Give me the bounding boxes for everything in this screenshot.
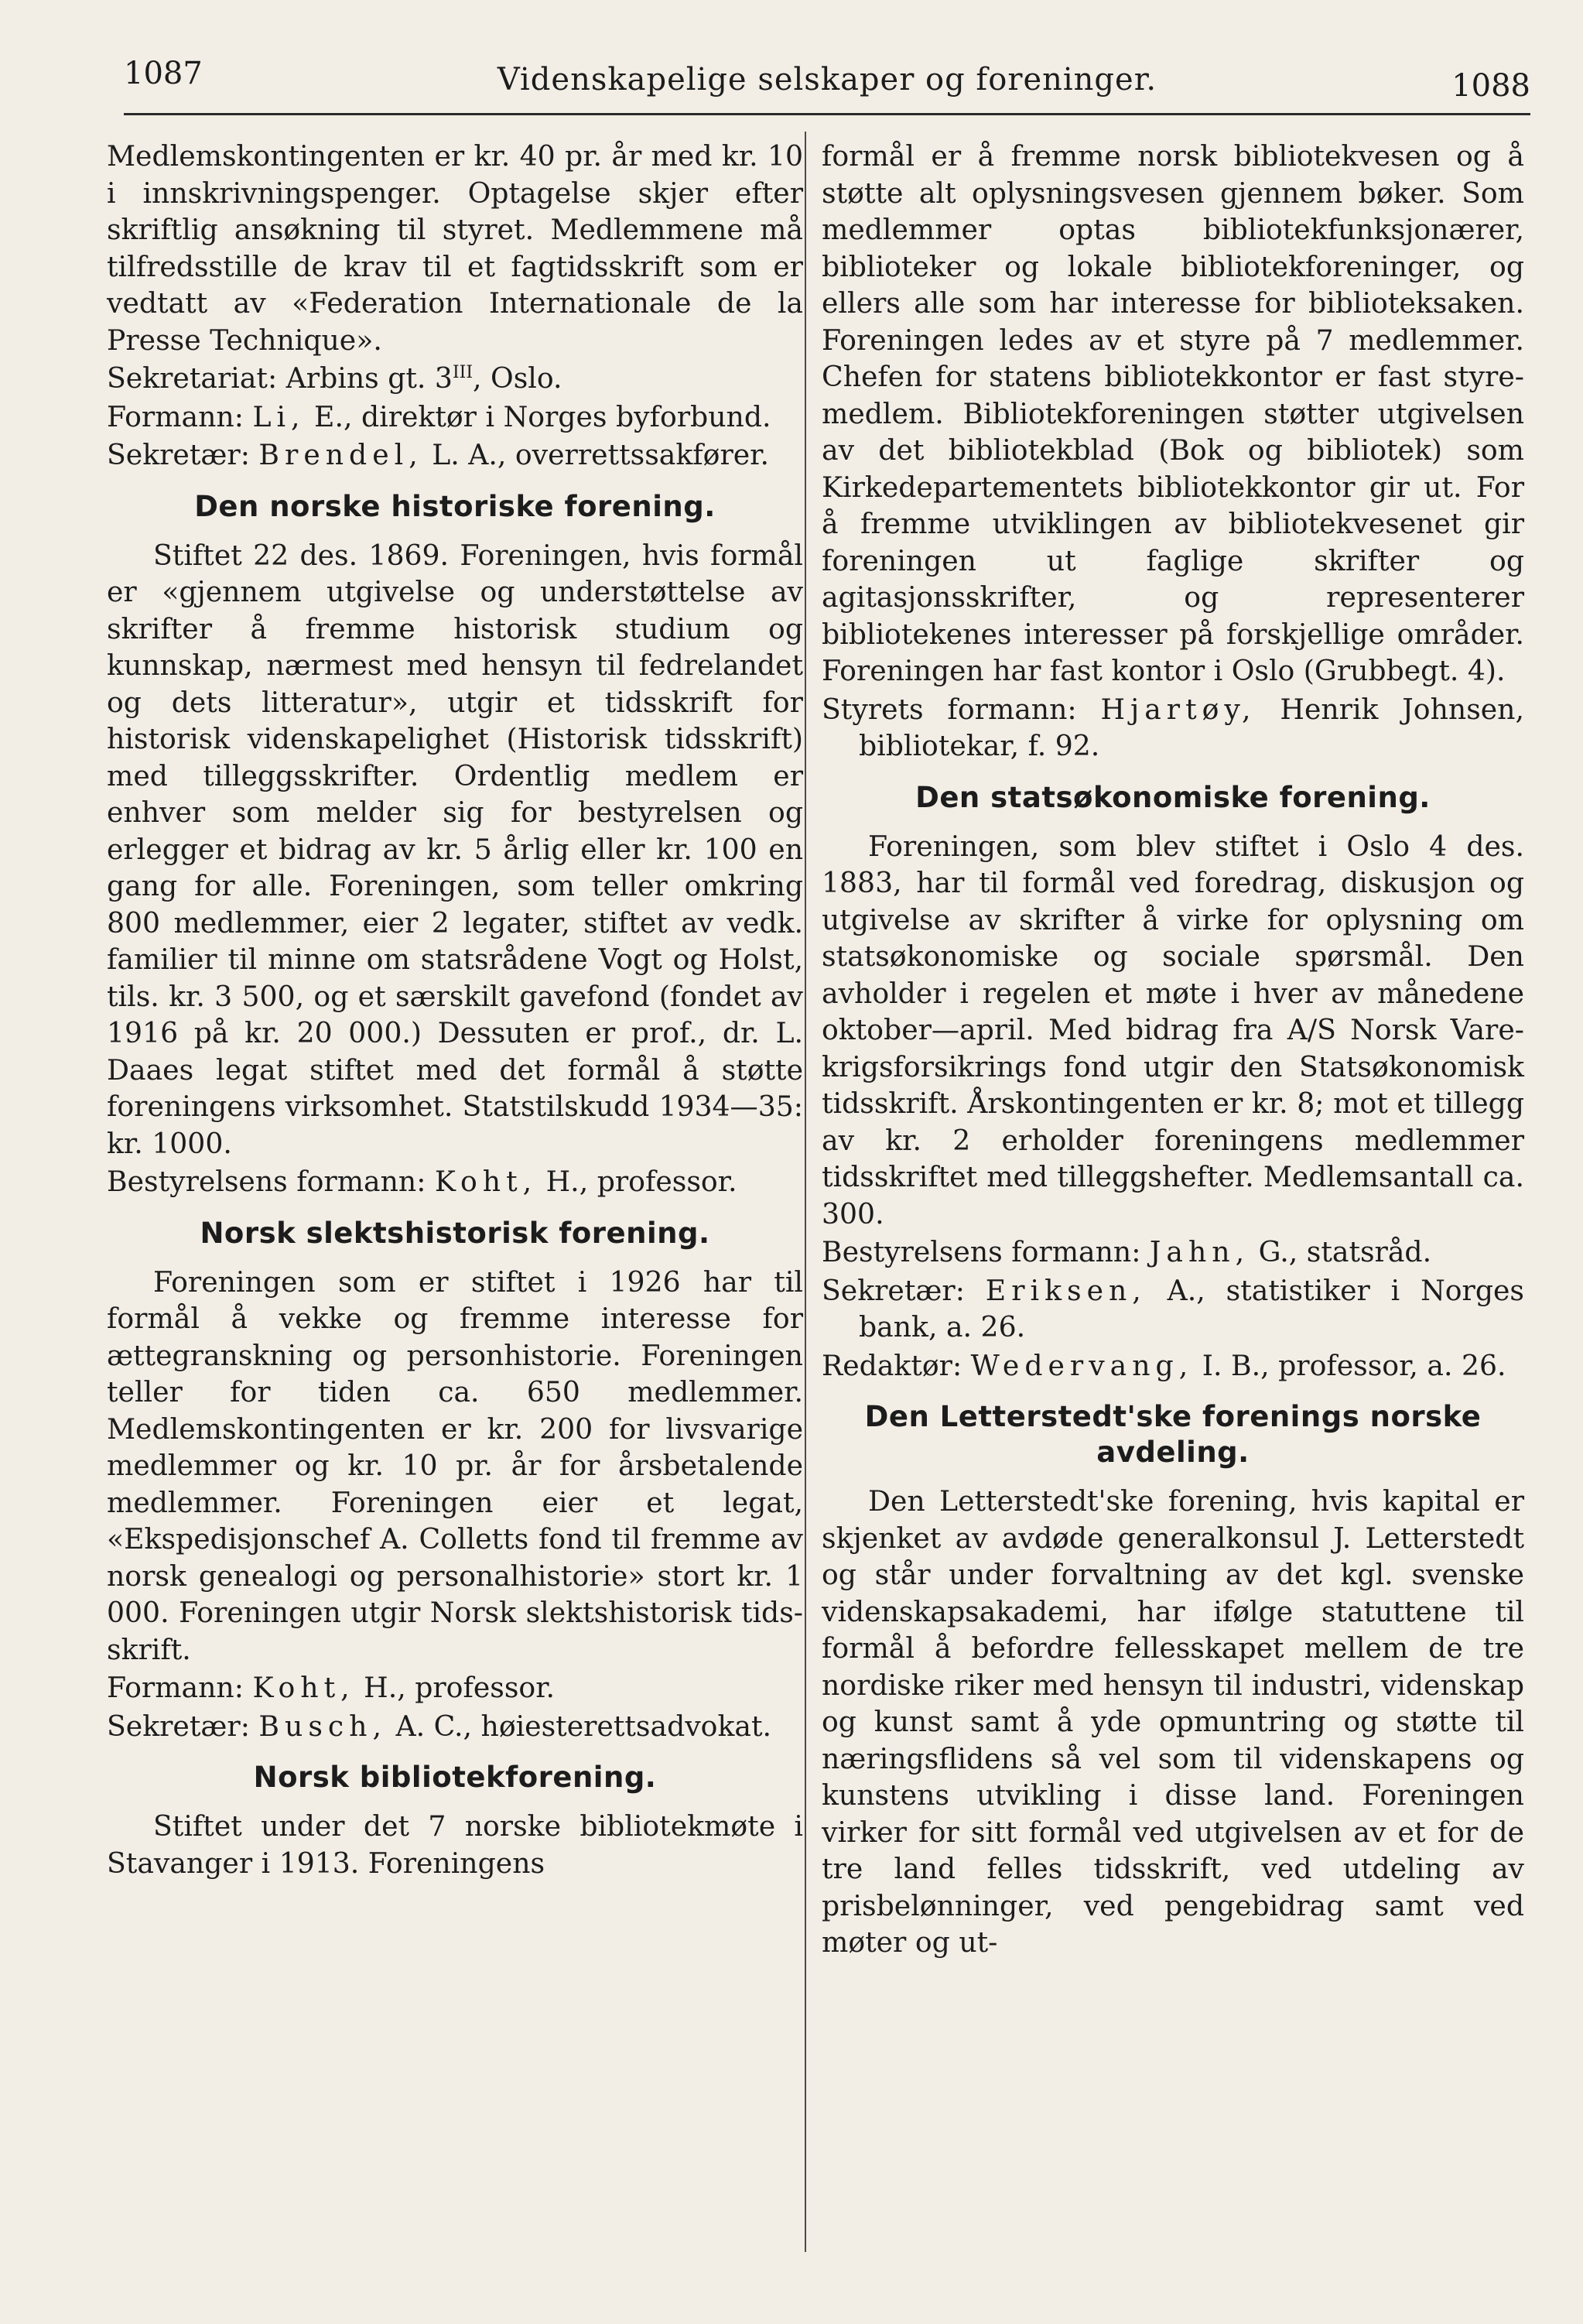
sekretaer-label: Sekretær: xyxy=(107,438,250,471)
slekt-sekretaer-details: A. C., høiesterettsadvokat. xyxy=(386,1709,772,1743)
sekretariat-city: , Oslo. xyxy=(473,361,562,395)
sekretariat-address: Arbins gt. 3 xyxy=(285,361,453,395)
heading-historiske-forening: Den norske historiske forening. xyxy=(194,489,716,523)
statsok-redaktor-name: Wedervang, xyxy=(970,1348,1194,1382)
bibliotek-paragraph-cont: formål er å fremme norsk bibliotekvesen og å støtte alt oplysningsvesen gjennem bøker. Som medlemmer optas bibliotekfunksjonærer, biblioteker og lokale bibliotekforeninger, og ellers alle som har interesse for biblioteksaken. Foreningen ledes av et styre på 7 medlemmer. Chefen for statens bibliotekkontor er fast styremedlem. Bibliotekforeningen støtter utgivelsen av det bibliotekblad (Bok og bibliotek) som Kirkedepartementets bibliotekkontor gir ut. For å fremme utviklingen av bibliotekvesenet gir foreningen ut faglige skrifter og agitasjonsskrifter, og representerer bibliotekenes interesser på forskjellige områder. Foreningen har fast kontor i Oslo (Grubbegt. 4). xyxy=(822,139,1524,687)
historiske-paragraph: Stiftet 22 des. 1869. Foreningen, hvis formål er «gjennem utgivelse og understøttelse av skrifter å fremme historisk studium og kunnskap, nærmest med hensyn til fedrelandet og dets litteratur», utgir et tidsskrift for historisk videnskapelighet (Historisk tidsskrift) med tilleggsskrifter. Ordentlig medlem er enhver som melder sig for bestyrelsen og erlegger et bidrag av kr. 5 årlig eller kr. 100 en gang for alle. Foreningen, som teller omkring 800 medlemmer, eier 2 legater, stiftet av vedk. familier til minne om statsrådene Vogt og Holst, tils. kr. 3 500, og et særskilt gavefond (fondet av 1916 på kr. 20 000.) Dessuten er prof., dr. L. Daaes legat stiftet med det formål å støtte foreningens virksomhet. Statstilskudd 1934—35: kr. 1000. xyxy=(107,538,803,1160)
slekt-sekretaer-label: Sekretær: xyxy=(107,1709,250,1743)
bibliotek-formann-details: Henrik Johnsen, bibliotekar, f. 92. xyxy=(859,692,1524,762)
slekt-formann-label: Formann: xyxy=(107,1671,244,1704)
statsok-redaktor-label: Redaktør: xyxy=(822,1348,962,1382)
formann-details: E., direktør i Norges byforbund. xyxy=(305,399,771,433)
slekt-paragraph: Foreningen som er stiftet i 1926 har til formål å vekke og fremme interesse for ættegranskning og personhistorie. Foreningen teller for tiden ca. 650 medlemmer. Medlemskontingenten er kr. 200 for livsvarige medlemmer og kr. 10 pr. år for årsbetalende medlemmer. Foreningen eier et legat, «Ekspedisjonschef A. Colletts fond til fremme av norsk genealogi og personalhistorie» stort kr. 1 000. Foreningen utgir Norsk slektshistorisk tidsskrift. xyxy=(107,1265,803,1666)
sekretaer-line xyxy=(107,436,803,474)
statsok-redaktor-line xyxy=(822,1347,1524,1384)
sekretaer-name: Brendel, xyxy=(258,438,423,471)
heading-bibliotekforening: Norsk bibliotekforening. xyxy=(253,1761,657,1794)
historiske-formann-details: H., professor. xyxy=(537,1165,737,1198)
historiske-formann-name: Koht, xyxy=(434,1165,538,1198)
statsok-sekretaer-name: Eriksen, xyxy=(985,1273,1147,1307)
membership-paragraph: Medlemskontingenten er kr. 40 pr. år med kr. 10 i innskrivningspenger. Optagelse skjer efter skriftlig ansøkning til styret. Medlemmene må tilfredsstille de krav til et fagtidsskrift som er vedtatt av «Federation Internationale de la Presse Technique». xyxy=(107,139,803,357)
left-column xyxy=(107,138,803,1881)
sekretariat-label: Sekretariat: xyxy=(107,361,278,395)
slekt-formann-line xyxy=(107,1669,803,1706)
slekt-sekretaer-name: Busch, xyxy=(258,1709,387,1743)
page-number-right: 1088 xyxy=(1451,68,1530,104)
slekt-formann-details: H., professor. xyxy=(354,1671,556,1704)
statsok-formann-line xyxy=(822,1234,1524,1271)
bibliotek-paragraph-start: Stiftet under det 7 norske bibliotekmøte i Stavanger i 1913. Foreningens xyxy=(107,1809,803,1880)
bibliotek-formann-name: Hjartøy, xyxy=(1100,692,1256,726)
heading-letterstedtske-forening: Den Letterstedt'ske forenings norske avdeling. xyxy=(864,1400,1482,1469)
right-column xyxy=(822,138,1524,1961)
heading-slektshistorisk-forening: Norsk slektshistorisk forening. xyxy=(200,1216,710,1250)
slekt-sekretaer-line xyxy=(107,1708,803,1745)
letterstedt-paragraph: Den Letterstedt'ske forening, hvis kapital er skjenket av avdøde generalkonsul J. Letterstedt og står under forvaltning av det kgl. svenske videnskapsakademi, har ifølge statuttene til formål å befordre fellesskapet mellem de tre nordiske riker med hensyn til industri, videnskap og kunst samt å yde opmuntring og støtte til næringsflidens så vel som til videnskapens og kunstens utvikling i disse land. Foreningen virker for sitt formål ved utgivelsen av et for de tre land felles tidsskrift, ved utdeling av prisbelønninger, ved pengebidrag samt ved møter og ut- xyxy=(822,1484,1524,1959)
statsok-formann-name: Jahn, xyxy=(1149,1235,1250,1268)
formann-name: Li, xyxy=(252,399,306,433)
running-title: Videnskapelige selskaper og foreninger. xyxy=(497,62,1157,98)
heading-statsokonomiske-forening: Den statsøkonomiske forening. xyxy=(915,780,1431,814)
bibliotek-formann-line xyxy=(822,691,1524,765)
slekt-formann-name: Koht, xyxy=(252,1671,355,1704)
formann-line xyxy=(107,399,803,436)
statsok-formann-details: G., statsråd. xyxy=(1250,1235,1432,1268)
historiske-formann-label: Bestyrelsens formann: xyxy=(107,1165,426,1198)
bibliotek-formann-label: Styrets formann: xyxy=(822,692,1077,726)
sekretariat-line xyxy=(107,360,803,397)
sekretariat-floor: III xyxy=(452,362,474,382)
statsok-formann-label: Bestyrelsens formann: xyxy=(822,1235,1141,1268)
statsok-sekretaer-line xyxy=(822,1272,1524,1346)
sekretaer-details: L. A., overrettssakfører. xyxy=(422,438,769,471)
statsok-redaktor-details: I. B., professor, a. 26. xyxy=(1193,1348,1506,1382)
page-number-left: 1087 xyxy=(124,56,203,91)
historiske-formann-line xyxy=(107,1163,803,1200)
header-rule xyxy=(124,113,1530,115)
statsok-sekretaer-label: Sekretær: xyxy=(822,1273,965,1307)
running-header xyxy=(124,45,1530,115)
column-divider xyxy=(805,132,806,2252)
statsok-sekretaer-details: A., statistiker i Norges bank, a. 26. xyxy=(859,1273,1524,1343)
statsok-paragraph: Foreningen, som blev stiftet i Oslo 4 des. 1883, har til formål ved foredrag, diskusjon og utgivelse av skrifter å virke for oplysning om statsøkonomiske og sociale spørsmål. Den avholder i regelen et møte i hver av månedene oktober—april. Med bidrag fra A/S Norsk Varekrigsforsikrings fond utgir den Statsøkonomisk tidsskrift. Årskontingenten er kr. 8; mot et tillegg av kr. 2 erholder foreningens medlemmer tidsskriftet med tilleggshefter. Medlemsantall ca. 300. xyxy=(822,829,1524,1230)
formann-label: Formann: xyxy=(107,399,244,433)
